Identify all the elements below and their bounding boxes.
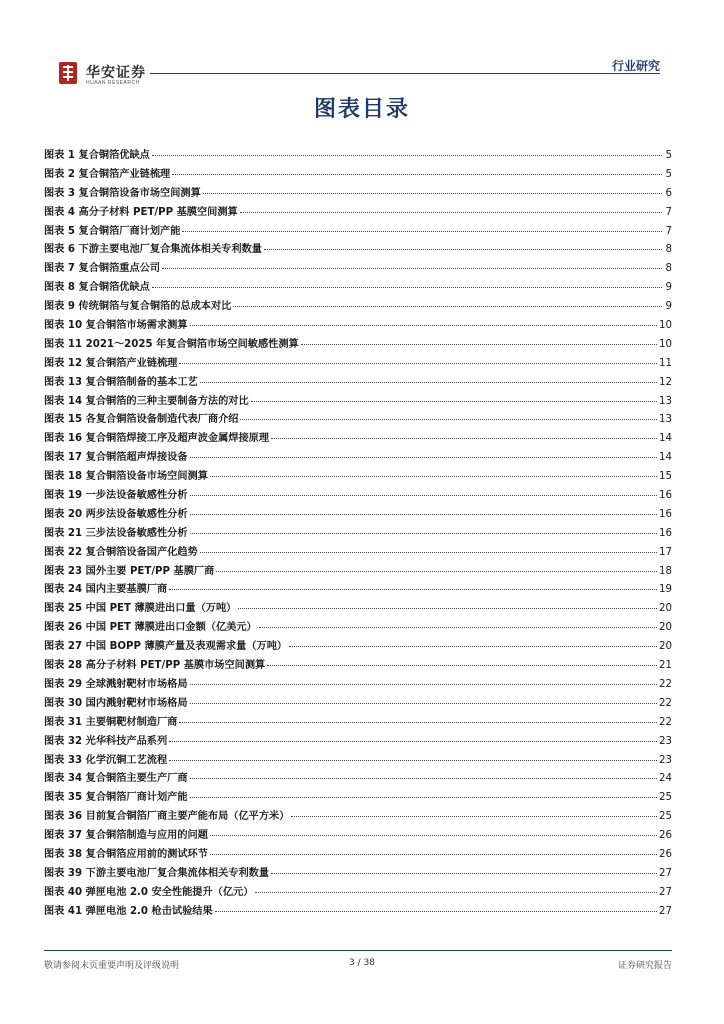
toc-dot-leader (301, 344, 657, 345)
toc-entry[interactable] (44, 505, 672, 524)
toc-entry-label: 图表 41 弹匣电池 2.0 枪击试验结果 (44, 905, 213, 917)
toc-entry-page: 23 (659, 735, 672, 747)
toc-entry[interactable] (44, 429, 672, 448)
toc-entry-label: 图表 24 国内主要基膜厂商 (44, 584, 168, 596)
toc-entry[interactable] (44, 165, 672, 184)
toc-entry-page: 16 (659, 527, 672, 539)
toc-entry[interactable] (44, 524, 672, 543)
toc-dot-leader (152, 155, 662, 156)
toc-entry[interactable] (44, 448, 672, 467)
toc-dot-leader (255, 892, 657, 893)
toc-entry[interactable] (44, 278, 672, 297)
toc-entry-page: 25 (659, 792, 672, 804)
toc-dot-leader (190, 514, 658, 515)
toc-entry-page: 5 (665, 168, 672, 180)
toc-entry[interactable] (44, 259, 672, 278)
toc-entry[interactable] (44, 751, 672, 770)
toc-entry-page: 13 (659, 395, 672, 407)
toc-entry-label: 图表 31 主要铜靶材制造厂商 (44, 716, 178, 728)
toc-dot-leader (162, 268, 662, 269)
toc-dot-leader (172, 174, 662, 175)
toc-entry[interactable] (44, 656, 672, 675)
toc-entry-page: 12 (659, 376, 672, 388)
table-of-figures (44, 146, 672, 921)
toc-entry-page: 19 (659, 584, 672, 596)
toc-entry-page: 18 (659, 565, 672, 577)
toc-entry[interactable] (44, 864, 672, 883)
toc-entry-page: 20 (659, 622, 672, 634)
toc-entry-page: 20 (659, 641, 672, 653)
toc-entry-label: 图表 3 复合铜箔设备市场空间测算 (44, 187, 201, 199)
toc-dot-leader (169, 589, 657, 590)
toc-entry-label: 图表 11 2021～2025 年复合铜箔市场空间敏感性测算 (44, 338, 299, 350)
toc-entry-label: 图表 30 国内溅射靶材市场格局 (44, 697, 188, 709)
report-category: 行业研究 (611, 59, 660, 73)
toc-entry[interactable] (44, 580, 672, 599)
toc-dot-leader (190, 684, 658, 685)
toc-entry-page: 14 (659, 452, 672, 464)
toc-entry-label: 图表 20 两步法设备敏感性分析 (44, 508, 188, 520)
toc-entry-label: 图表 40 弹匣电池 2.0 安全性能提升（亿元） (44, 886, 254, 898)
toc-entry[interactable] (44, 618, 672, 637)
toc-dot-leader (203, 193, 662, 194)
company-name: 华安证券 (86, 65, 146, 81)
toc-dot-leader (289, 646, 657, 647)
toc-entry-page: 24 (659, 773, 672, 785)
toc-dot-leader (182, 231, 662, 232)
toc-entry[interactable] (44, 807, 672, 826)
toc-entry-label: 图表 12 复合铜箔产业链梳理 (44, 357, 178, 369)
toc-entry-label: 图表 23 国外主要 PET/PP 基膜厂商 (44, 565, 215, 577)
toc-entry-page: 27 (659, 867, 672, 879)
toc-dot-leader (179, 363, 657, 364)
toc-entry-page: 22 (659, 697, 672, 709)
footer-report-type: 证券研究报告 (617, 961, 672, 971)
page-header (0, 0, 724, 90)
toc-entry[interactable] (44, 316, 672, 335)
toc-entry[interactable] (44, 410, 672, 429)
toc-entry[interactable] (44, 354, 672, 373)
toc-entry[interactable] (44, 184, 672, 203)
toc-dot-leader (190, 457, 658, 458)
toc-entry-label: 图表 34 复合铜箔主要生产厂商 (44, 773, 188, 785)
toc-dot-leader (190, 703, 658, 704)
toc-dot-leader (259, 627, 657, 628)
toc-entry-label: 图表 18 复合铜箔设备市场空间测算 (44, 471, 208, 483)
header-divider (150, 73, 660, 74)
toc-entry-page: 17 (659, 546, 672, 558)
toc-entry-page: 11 (659, 357, 672, 369)
toc-entry-page: 27 (659, 886, 672, 898)
toc-entry-label: 图表 6 下游主要电池厂复合集流体相关专利数量 (44, 244, 262, 256)
toc-entry-label: 图表 21 三步法设备敏感性分析 (44, 527, 188, 539)
toc-entry-page: 9 (665, 301, 672, 313)
toc-entry[interactable] (44, 826, 672, 845)
toc-entry-page: 26 (659, 830, 672, 842)
toc-entry-label: 图表 13 复合铜箔制备的基本工艺 (44, 376, 198, 388)
toc-entry[interactable] (44, 694, 672, 713)
toc-entry[interactable] (44, 599, 672, 618)
toc-entry-page: 21 (659, 660, 672, 672)
toc-entry-page: 27 (659, 905, 672, 917)
toc-entry-label: 图表 14 复合铜箔的三种主要制备方法的对比 (44, 395, 249, 407)
toc-entry-label: 图表 38 复合铜箔应用前的测试环节 (44, 848, 208, 860)
toc-dot-leader (200, 552, 657, 553)
toc-entry[interactable] (44, 543, 672, 562)
toc-entry[interactable] (44, 902, 672, 921)
toc-dot-leader (179, 722, 657, 723)
toc-entry[interactable] (44, 845, 672, 864)
toc-entry-label: 图表 33 化学沉铜工艺流程 (44, 754, 168, 766)
toc-dot-leader (267, 665, 657, 666)
toc-entry[interactable] (44, 713, 672, 732)
toc-entry[interactable] (44, 788, 672, 807)
toc-entry-page: 10 (659, 338, 672, 350)
toc-entry-label: 图表 35 复合铜箔厂商计划产能 (44, 792, 188, 804)
company-logo-icon (59, 62, 77, 84)
toc-entry-label: 图表 27 中国 BOPP 薄膜产量及表观需求量（万吨） (44, 641, 288, 653)
toc-entry[interactable] (44, 732, 672, 751)
toc-dot-leader (190, 495, 658, 496)
toc-dot-leader (291, 816, 657, 817)
toc-entry[interactable] (44, 637, 672, 656)
toc-entry-page: 10 (659, 320, 672, 332)
toc-entry-label: 图表 15 各复合铜箔设备制造代表厂商介绍 (44, 414, 239, 426)
toc-entry-label: 图表 22 复合铜箔设备国产化趋势 (44, 546, 198, 558)
toc-entry[interactable] (44, 562, 672, 581)
toc-entry-label: 图表 17 复合铜箔超声焊接设备 (44, 452, 188, 464)
toc-dot-leader (200, 382, 657, 383)
toc-entry[interactable] (44, 146, 672, 165)
toc-entry-page: 22 (659, 716, 672, 728)
toc-entry-label: 图表 1 复合铜箔优缺点 (44, 150, 150, 161)
toc-entry-page: 22 (659, 678, 672, 690)
toc-entry-page: 23 (659, 754, 672, 766)
toc-entry[interactable] (44, 392, 672, 411)
toc-dot-leader (210, 835, 657, 836)
toc-entry[interactable] (44, 883, 672, 902)
toc-entry-label: 图表 10 复合铜箔市场需求测算 (44, 320, 188, 332)
toc-dot-leader (190, 797, 658, 798)
toc-entry-page: 7 (665, 225, 672, 237)
toc-entry-page: 26 (659, 848, 672, 860)
toc-entry-label: 图表 37 复合铜箔制造与应用的问题 (44, 830, 208, 842)
toc-dot-leader (271, 438, 657, 439)
toc-entry-label: 图表 36 目前复合铜箔厂商主要产能布局（亿平方米） (44, 811, 290, 823)
page-number: 3 / 38 (349, 958, 375, 968)
footer-divider (44, 950, 672, 951)
toc-entry-label: 图表 4 高分子材料 PET/PP 基膜空间测算 (44, 206, 238, 218)
toc-entry-label: 图表 25 中国 PET 薄膜进出口量（万吨） (44, 603, 237, 615)
toc-dot-leader (251, 401, 657, 402)
toc-entry[interactable] (44, 203, 672, 222)
toc-entry[interactable] (44, 240, 672, 259)
toc-dot-leader (264, 249, 662, 250)
toc-entry-page: 8 (665, 263, 672, 275)
toc-entry[interactable] (44, 335, 672, 354)
toc-entry[interactable] (44, 373, 672, 392)
toc-entry-label: 图表 2 复合铜箔产业链梳理 (44, 168, 171, 180)
toc-entry[interactable] (44, 467, 672, 486)
toc-dot-leader (215, 911, 657, 912)
toc-entry-label: 图表 28 高分子材料 PET/PP 基膜市场空间测算 (44, 660, 266, 672)
toc-entry-label: 图表 29 全球溅射靶材市场格局 (44, 678, 188, 690)
toc-entry-page: 14 (659, 433, 672, 445)
toc-dot-leader (238, 608, 657, 609)
toc-entry-page: 16 (659, 490, 672, 502)
toc-entry-page: 9 (665, 282, 672, 294)
toc-entry-page: 6 (665, 187, 672, 199)
toc-entry-label: 图表 19 一步法设备敏感性分析 (44, 490, 188, 502)
toc-entry[interactable] (44, 222, 672, 241)
toc-entry[interactable] (44, 769, 672, 788)
toc-entry-label: 图表 26 中国 PET 薄膜进出口金额（亿美元） (44, 622, 257, 634)
toc-entry-label: 图表 8 复合铜箔优缺点 (44, 282, 150, 294)
toc-entry-page: 15 (659, 471, 672, 483)
footer-disclaimer: 敬请参阅末页重要声明及评级说明 (44, 961, 180, 971)
toc-entry-label: 图表 39 下游主要电池厂复合集流体相关专利数量 (44, 867, 270, 879)
toc-entry[interactable] (44, 486, 672, 505)
toc-entry-page: 7 (665, 206, 672, 218)
toc-dot-leader (233, 306, 662, 307)
toc-dot-leader (216, 571, 657, 572)
toc-entry-label: 图表 5 复合铜箔厂商计划产能 (44, 225, 181, 237)
company-name-english: HUAAN RESEARCH (86, 80, 140, 86)
toc-entry[interactable] (44, 675, 672, 694)
toc-dot-leader (190, 325, 658, 326)
toc-entry-page: 8 (665, 244, 672, 256)
toc-dot-leader (169, 760, 657, 761)
toc-dot-leader (240, 212, 662, 213)
toc-entry-page: 16 (659, 508, 672, 520)
toc-dot-leader (169, 741, 657, 742)
toc-dot-leader (190, 778, 658, 779)
toc-entry-label: 图表 9 传统铜箔与复合铜箔的总成本对比 (44, 301, 232, 313)
toc-entry-label: 图表 7 复合铜箔重点公司 (44, 263, 161, 275)
toc-entry-page: 25 (659, 811, 672, 823)
toc-dot-leader (210, 854, 657, 855)
toc-dot-leader (152, 287, 662, 288)
toc-entry-page: 13 (659, 414, 672, 426)
toc-entry-page: 20 (659, 603, 672, 615)
toc-dot-leader (240, 419, 657, 420)
toc-dot-leader (271, 873, 657, 874)
toc-entry-label: 图表 32 光华科技产品系列 (44, 735, 168, 747)
page-title: 图表目录 (313, 96, 410, 122)
toc-dot-leader (210, 476, 657, 477)
toc-entry[interactable] (44, 297, 672, 316)
toc-entry-page: 5 (665, 150, 672, 161)
toc-entry-label: 图表 16 复合铜箔焊接工序及超声波金属焊接原理 (44, 433, 270, 445)
toc-dot-leader (190, 533, 658, 534)
